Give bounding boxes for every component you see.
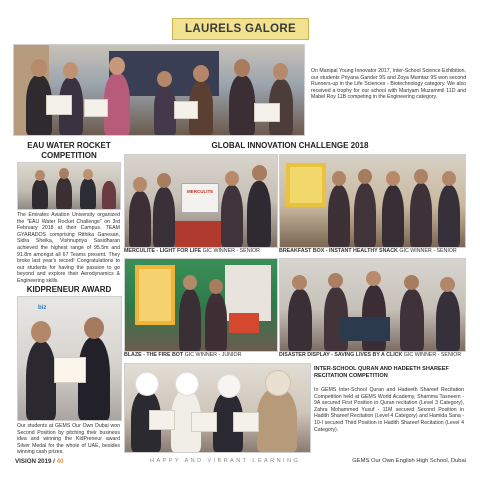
footer-school-name: GEMS Our Own English High School, Dubai [352,458,466,464]
breakfast-box-photo [279,154,466,248]
footer-left [15,458,64,465]
quran-text: In GEMS Inter-School Quran and Hadeeth Shareef Recitation Competition held at GEMS World Academy, Shamma Tasneem - 9A secured First Position in Quran recitation (Level 3 Category), Zahra Mohammed Yusuf - 11M secured Second Position in Hadith Shareef Recitation (Level 4 Category) and Hamida Sana - 10-I secured Third Position in Hadith Shareef Recitation (Level 4 Category). [314,387,464,433]
kidpreneur-text: Our students at GEMS Our Own Dubai won Second Position by pitching their business idea and winning the KidPreneur award Silver Medal for the whole of UAE, besides winning cash prizes. [17,423,120,456]
merculite-photo: MERCULITE [124,154,278,248]
caption-breakfast-box-award: GIC WINNER - SENIOR [397,248,457,254]
caption-disaster-display-award: GIC WINNER - SENIOR [402,352,462,358]
caption-merculite-title: MERCULITE - LIGHT FOR LIFE [124,248,202,254]
caption-disaster-display-title: DISASTER DISPLAY - SAVING LIVES BY A CLICK [279,352,403,358]
caption-disaster-display [279,352,461,358]
footer-vision: VISION 2019 / [15,458,55,465]
eau-team-photo [17,162,121,210]
page-title-text: LAURELS GALORE [185,23,296,35]
caption-merculite [124,248,260,254]
caption-breakfast-box [279,248,457,254]
caption-merculite-award: GIC WINNER - SENIOR [201,248,260,254]
footer-tagline: HAPPY AND VIBRANT LEARNING [150,458,301,464]
eau-text: The Emirates Aviation University organized the "EAU Water Rocket Challenge" on 3rd February 2018 at their Campus. TEAM GYARADOS comprising Rithika Ganesan, Sidra Sheika, Vishnupriya Sasidharan achieved the highest range of 95.5m and 91.8m amongst all 67 Teams present. They broke last year's record! Congratulations to our students for having the passion to go beyond and explore their Aerodynamics & Engineering skills. [17,212,120,284]
page-title [172,18,309,40]
kidpreneur-heading: KIDPRENEUR AWARD [26,285,112,294]
blaze-fire-bot-photo [124,258,278,352]
caption-blaze-award: GIC WINNER - JUNIOR [183,352,242,358]
disaster-display-photo [279,258,466,352]
kidpreneur-photo: biz [17,296,122,421]
global-heading: GLOBAL INNOVATION CHALLENGE 2018 [211,141,369,150]
manipal-text: On Manipal Young Innovator 2017, Inter-School Science Exhibition, our students Priyana Gander 9S and Zoya Mumtaz 9S won second Runners-up in the Life Sciences - Biotechnology category. We also received a trophy for our school with Mariyam Muzammil 11D and Mabel Roy 11B competing in the Engineering category. [311,68,466,101]
eau-heading: EAU WATER ROCKET COMPETITION [27,141,111,160]
caption-blaze [124,352,241,358]
quran-heading: INTER-SCHOOL QURAN AND HADEETH SHAREEF RECITATION COMPETITION [314,366,449,379]
caption-breakfast-box-title: BREAKFAST BOX - INSTANT HEALTHY SNACK [279,248,398,254]
manipal-group-photo [13,44,305,136]
caption-blaze-title: BLAZE - THE FIRE BOT [124,352,184,358]
footer-page-number: 40 [56,458,64,465]
quran-recitation-photo [124,363,311,453]
